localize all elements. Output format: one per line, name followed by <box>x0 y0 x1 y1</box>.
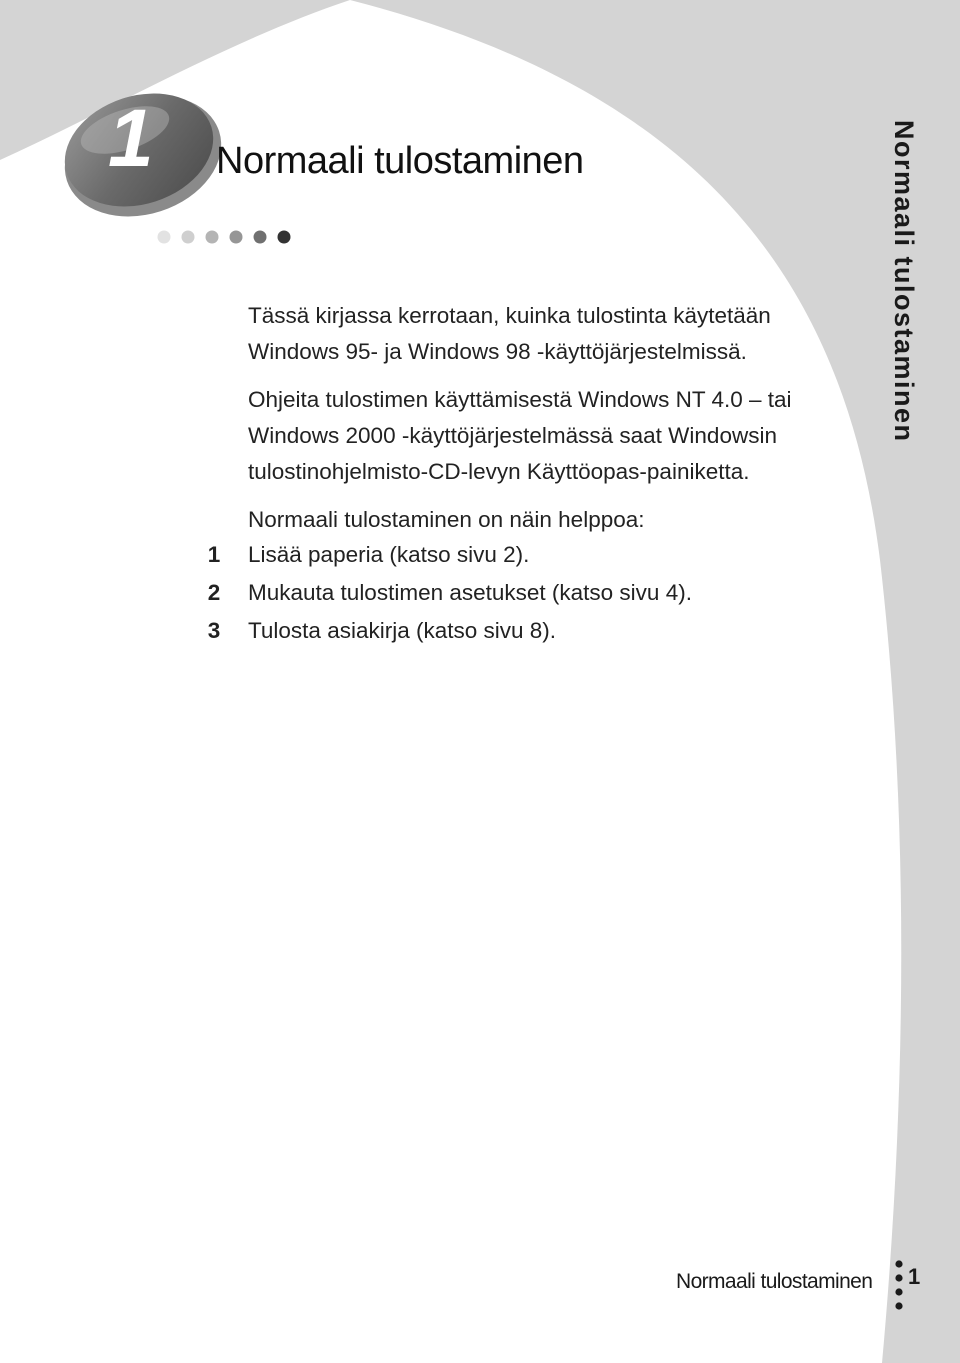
step-number: 1 <box>207 542 221 567</box>
step-number: 3 <box>207 618 221 643</box>
body-text <box>248 298 828 550</box>
steps-list <box>204 536 844 650</box>
step-text: Mukauta tulostimen asetukset (katso sivu 4). <box>248 580 692 605</box>
step-item <box>204 574 844 612</box>
step-text: Lisää paperia (katso sivu 2). <box>248 542 530 567</box>
step-item <box>204 612 844 650</box>
chapter-number: 1 <box>108 93 154 184</box>
footer-dots-icon <box>892 1256 906 1316</box>
step-item <box>204 536 844 574</box>
steps-intro-paragraph: Normaali tulostaminen on näin helppoa: <box>248 507 645 532</box>
progress-dots-icon <box>150 226 310 248</box>
side-tab <box>874 120 934 520</box>
footer-section-label: Normaali tulostaminen <box>676 1270 873 1293</box>
nt-info-paragraph: Ohjeita tulostimen käyttämisestä Windows NT 4.0 – tai Windows 2000 -käyttöjärjestelmässä saat Windowsin tulostinohjelmisto-CD-levyn Käyttöopas-painiketta. <box>248 387 792 484</box>
page-number: 1 <box>908 1264 921 1289</box>
intro-paragraph: Tässä kirjassa kerrotaan, kuinka tulostinta käytetään Windows 95- ja Windows 98 -käyttöjärjestelmissä. <box>248 303 771 364</box>
step-number: 2 <box>207 580 221 605</box>
step-text: Tulosta asiakirja (katso sivu 8). <box>248 618 557 643</box>
side-tab-label: Normaali tulostaminen <box>889 120 919 443</box>
chapter-title: Normaali tulostaminen <box>216 140 584 182</box>
